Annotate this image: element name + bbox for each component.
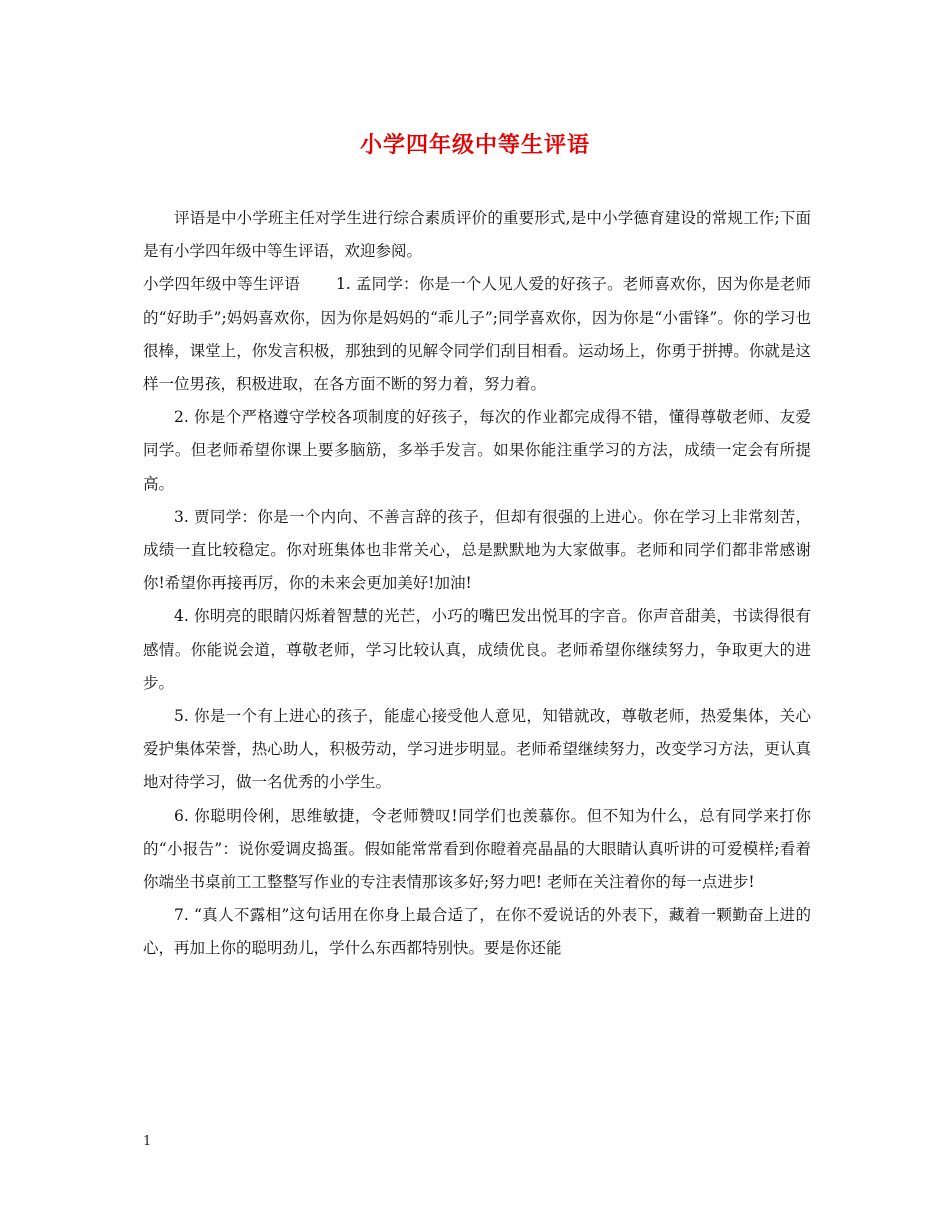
comment-paragraph-1 [143, 268, 811, 401]
page-number: 1 [143, 1134, 152, 1149]
comment-paragraph-7: 7. “真人不露相”这句话用在你身上最合适了，在你不爱说话的外表下，藏着一颗勤奋上进的心，再加上你的聪明劲儿，学什么东西都特别快。要是你还能 [143, 906, 811, 958]
document-title: 小学四年级中等生评语 [359, 132, 590, 158]
comment-paragraph-2: 2. 你是个严格遵守学校各项制度的好孩子，每次的作业都完成得不错，懂得尊敬老师、友爱同学。但老师希望你课上要多脑筋，多举手发言。如果你能注重学习的方法，成绩一定会有所提高。 [143, 408, 811, 493]
comment-1-text: 1. 孟同学：你是一个人见人爱的好孩子。老师喜欢你，因为你是老师的“好助手”;妈妈喜欢你，因为你是妈妈的“乖儿子”;同学喜欢你，因为你是“小雷锋”。你的学习也很棒，课堂上，你发言积极，那独到的见解令同学们刮目相看。运动场上，你勇于拼搏。你就是这样一位男孩，积极进取，在各方面不断的努力着，努力着。 [143, 275, 811, 394]
section-label: 小学四年级中等生评语 [143, 275, 300, 294]
comment-paragraph-3: 3. 贾同学：你是一个内向、不善言辞的孩子，但却有很强的上进心。你在学习上非常刻苦，成绩一直比较稳定。你对班集体也非常关心，总是默默地为大家做事。老师和同学们都非常感谢你!希望你再接再厉，你的未来会更加美好!加油! [143, 507, 811, 593]
comment-paragraph-5: 5. 你是一个有上进心的孩子，能虚心接受他人意见，知错就改，尊敬老师，热爱集体，关心爱护集体荣誉，热心助人，积极劳动，学习进步明显。老师希望继续努力，改变学习方法，更认真地对待学习，做一名优秀的小学生。 [143, 707, 811, 792]
comment-paragraph-4: 4. 你明亮的眼睛闪烁着智慧的光芒，小巧的嘴巴发出悦耳的字音。你声音甜美，书读得很有感情。你能说会道，尊敬老师，学习比较认真，成绩优良。老师希望你继续努力，争取更大的进步。 [143, 607, 811, 692]
comment-paragraph-6: 6. 你聪明伶俐，思维敏捷，令老师赞叹!同学们也羡慕你。但不知为什么，总有同学来打你的“小报告”：说你爱调皮捣蛋。假如能常常看到你瞪着亮晶晶的大眼睛认真听讲的可爱模样;看着你端坐书桌前工工整整写作业的专注表情那该多好;努力吧! 老师在关注着你的每一点进步! [143, 806, 811, 892]
document-body [143, 202, 811, 966]
intro-paragraph: 评语是中小学班主任对学生进行综合素质评价的重要形式,是中小学德育建设的常规工作;下面是有小学四年级中等生评语，欢迎参阅。 [143, 209, 811, 261]
